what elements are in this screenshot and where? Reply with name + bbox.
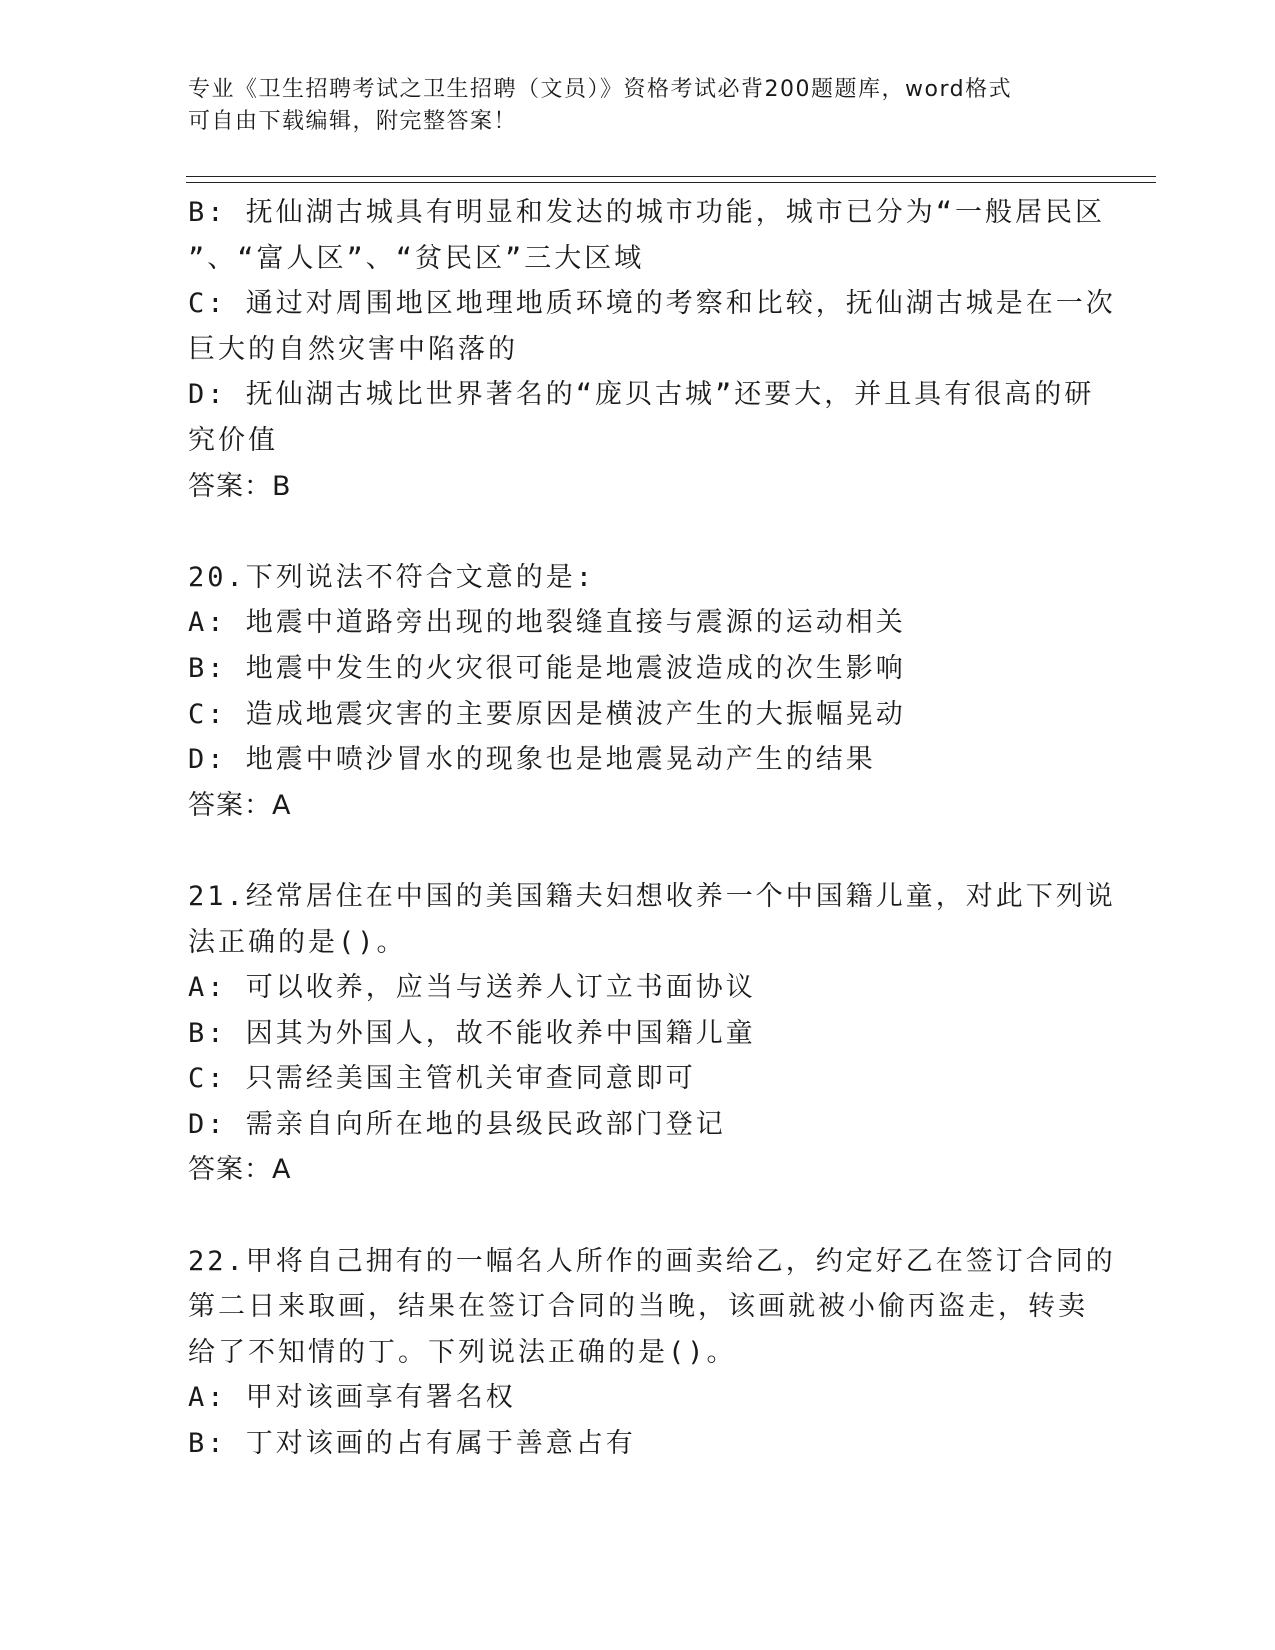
question-19-continued <box>188 190 1116 509</box>
option-c-line-1: C: 通过对周围地区地理地质环境的考察和比较，抚仙湖古城是在一次 <box>188 288 1116 320</box>
option-b: B: 地震中发生的火灾很可能是地震波造成的次生影响 <box>188 652 906 684</box>
spacer <box>188 509 1088 555</box>
answer-label: 答案：A <box>188 789 292 821</box>
header-line-1: 专业《卫生招聘考试之卫生招聘（文员）》资格考试必背200题题库，word格式 <box>188 77 1013 102</box>
option-b: B: 因其为外国人，故不能收养中国籍儿童 <box>188 1017 756 1049</box>
option-d: D: 地震中喷沙冒水的现象也是地震晃动产生的结果 <box>188 744 876 776</box>
option-d-line-2: 究价值 <box>188 424 278 456</box>
spacer <box>188 1193 1088 1239</box>
question-22 <box>188 1239 1116 1467</box>
question-21 <box>188 874 1116 1193</box>
page-header <box>188 74 1078 138</box>
option-b-line-1: B: 抚仙湖古城具有明显和发达的城市功能，城市已分为“一般居民区 <box>188 197 1106 228</box>
option-d: D: 需亲自向所在地的县级民政部门登记 <box>188 1108 726 1140</box>
header-divider-top <box>186 176 1156 177</box>
answer-label: 答案：B <box>188 470 292 502</box>
question-stem-line-1: 21.经常居住在中国的美国籍夫妇想收养一个中国籍儿童，对此下列说 <box>188 880 1116 912</box>
option-a: A: 地震中道路旁出现的地裂缝直接与震源的运动相关 <box>188 607 906 639</box>
option-b: B: 丁对该画的占有属于善意占有 <box>188 1428 636 1460</box>
option-c-line-2: 巨大的自然灾害中陷落的 <box>188 333 518 365</box>
header-line-2: 可自由下载编辑，附完整答案！ <box>188 109 518 134</box>
question-stem: 20.下列说法不符合文意的是: <box>188 561 596 593</box>
option-d-line-1: D: 抚仙湖古城比世界著名的“庞贝古城”还要大，并且具有很高的研 <box>188 379 1095 411</box>
option-b-line-2: ”、“富人区”、“贫民区”三大区域 <box>188 242 645 274</box>
option-a: A: 甲对该画享有署名权 <box>188 1382 516 1414</box>
option-c: C: 造成地震灾害的主要原因是横波产生的大振幅晃动 <box>188 698 906 730</box>
option-a: A: 可以收养，应当与送养人订立书面协议 <box>188 972 756 1004</box>
spacer <box>188 828 1088 874</box>
header-divider-bottom <box>186 182 1156 183</box>
question-stem-line-2: 第二日来取画，结果在签订合同的当晚，该画就被小偷丙盗走，转卖 <box>188 1291 1088 1323</box>
option-c: C: 只需经美国主管机关审查同意即可 <box>188 1063 696 1095</box>
question-stem-line-2: 法正确的是()。 <box>188 926 407 958</box>
document-body <box>188 190 1116 1467</box>
question-20 <box>188 555 1088 829</box>
question-stem-line-3: 给了不知情的丁。下列说法正确的是()。 <box>188 1336 737 1368</box>
question-stem-line-1: 22.甲将自己拥有的一幅名人所作的画卖给乙，约定好乙在签订合同的 <box>188 1245 1116 1277</box>
answer-label: 答案：A <box>188 1154 292 1186</box>
